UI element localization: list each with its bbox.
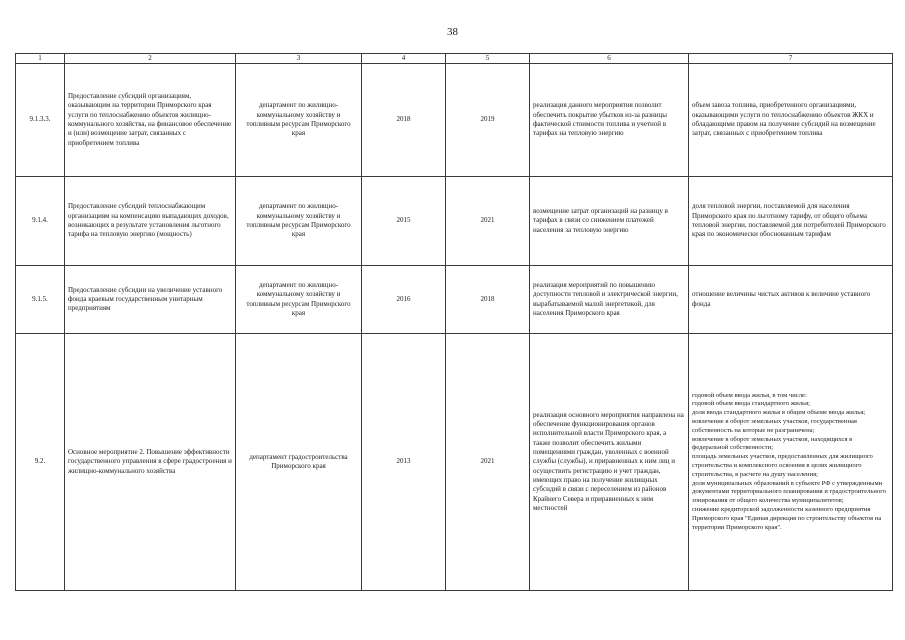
row-code: 9.1.5. [16, 266, 65, 334]
expected-result: возмещение затрат организаций на разницу в тарифах в связи со снижением платежей населения за тепловую энергию [530, 177, 689, 266]
indicator-item: доля ввода стандартного жилья в общем объеме ввода жилья; [692, 409, 866, 417]
indicator-item: доля муниципальных образований в субъекте РФ с утвержденными документами территориального планирования и градостроительного зонирования от общего количества муниципалитетов; [692, 479, 887, 505]
end-year: 2021 [446, 334, 530, 591]
indicator-item: снижение кредиторской задолженности казенного предприятия Приморского края "Единая дирекция по строительству объектов на территории Приморского края". [692, 505, 882, 531]
row-code: 9.1.3.3. [16, 64, 65, 177]
column-number: 1 [16, 54, 65, 64]
indicator-item: площадь земельных участков, предоставленных для жилищного строительства и комплексного освоения в целях жилищного строительства, в расчете на душу населения; [692, 453, 873, 478]
indicator-item: отношение величины чистых активов к величине уставного фонда [692, 290, 871, 308]
program-table [15, 53, 893, 591]
indicators [689, 334, 893, 591]
column-number: 7 [689, 54, 893, 64]
responsible-executor: департамент градостроительства Приморского края [236, 334, 362, 591]
table-row [16, 334, 893, 591]
measure-name: Предоставление субсидии на увеличение уставного фонда краевым государственным унитарным предприятиям [65, 266, 236, 334]
measure-name: Основное мероприятие 2. Повышение эффективности государственного управления в сфере градостроения и жилищно-коммунального хозяйства [65, 334, 236, 591]
end-year: 2019 [446, 64, 530, 177]
column-number: 4 [362, 54, 446, 64]
start-year: 2013 [362, 334, 446, 591]
start-year: 2015 [362, 177, 446, 266]
column-number: 6 [530, 54, 689, 64]
indicator-item: вовлечение в оборот земельных участков, государственная собственность на которые не разграничена; [692, 418, 857, 434]
indicator-item: годовой объем ввода стандартного жилья; [692, 400, 810, 408]
start-year: 2016 [362, 266, 446, 334]
measure-name: Предоставление субсидий теплоснабжающим организациям на компенсацию выпадающих доходов, возникающих в результате установления льготного тарифа на тепловую энергию (мощность) [65, 177, 236, 266]
indicators [689, 177, 893, 266]
table-row [16, 177, 893, 266]
responsible-executor: департамент по жилищно-коммунальному хозяйству и топливным ресурсам Приморского края [236, 64, 362, 177]
indicator-item: вовлечение в оборот земельных участков, находящихся в федеральной собственности; [692, 435, 853, 452]
indicators [689, 64, 893, 177]
table-row [16, 266, 893, 334]
measure-name: Предоставление субсидий организациям, оказывающим на территории Приморского края услуги по теплоснабжению объектов жилищно-коммунального хозяйства, на финансовое обеспечение и (или) возмещение затрат, связанных с приобретением топлива [65, 64, 236, 177]
row-code: 9.1.4. [16, 177, 65, 266]
indicator-item: объем завоза топлива, приобретенного организациями, оказывающими услуги по теплоснабжению объектов ЖКХ и обладающими правом на получение субсидий на возмещение затрат, связанных с приобретением топлива [692, 101, 876, 138]
indicator-item: годовой объем ввода жилья, в том числе: [692, 391, 807, 399]
expected-result: реализация данного мероприятия позволит обеспечить покрытие убытков из-за разницы фактической стоимости топлива и учетной в тарифах на тепловую энергию [530, 64, 689, 177]
column-number: 5 [446, 54, 530, 64]
row-code: 9.2. [16, 334, 65, 591]
column-number: 3 [236, 54, 362, 64]
expected-result: реализация мероприятий по повышению доступности тепловой и электрической энергии, вырабатываемой малой энергетикой, для населения Приморского края [530, 266, 689, 334]
table-row [16, 64, 893, 177]
responsible-executor: департамент по жилищно-коммунальному хозяйству и топливным ресурсам Приморского края [236, 177, 362, 266]
page-number: 38 [447, 26, 458, 38]
expected-result: реализация основного мероприятия направлена на обеспечение функционирования органов исполнительной власти Приморского края, а также позволит обеспечить жилыми помещениями граждан, уволенных с военной службы (службы), и приравненных к ним лиц и осуществить регистрацию и учет граждан, имеющих право на получение жилищных субсидий в связи с переселением из районов Крайнего Севера и приравненных к ним местностей [530, 334, 689, 591]
indicators [689, 266, 893, 334]
end-year: 2021 [446, 177, 530, 266]
column-number-row [16, 54, 893, 64]
responsible-executor: департамент по жилищно-коммунальному хозяйству и топливным ресурсам Приморского края [236, 266, 362, 334]
start-year: 2018 [362, 64, 446, 177]
column-number: 2 [65, 54, 236, 64]
end-year: 2018 [446, 266, 530, 334]
indicator-item: доля тепловой энергии, поставляемой для населения Приморского края по льготному тарифу, от общего объема тепловой энергии, поставляемой для потребителей Приморского края по экономически обоснованным тарифам [692, 202, 886, 239]
